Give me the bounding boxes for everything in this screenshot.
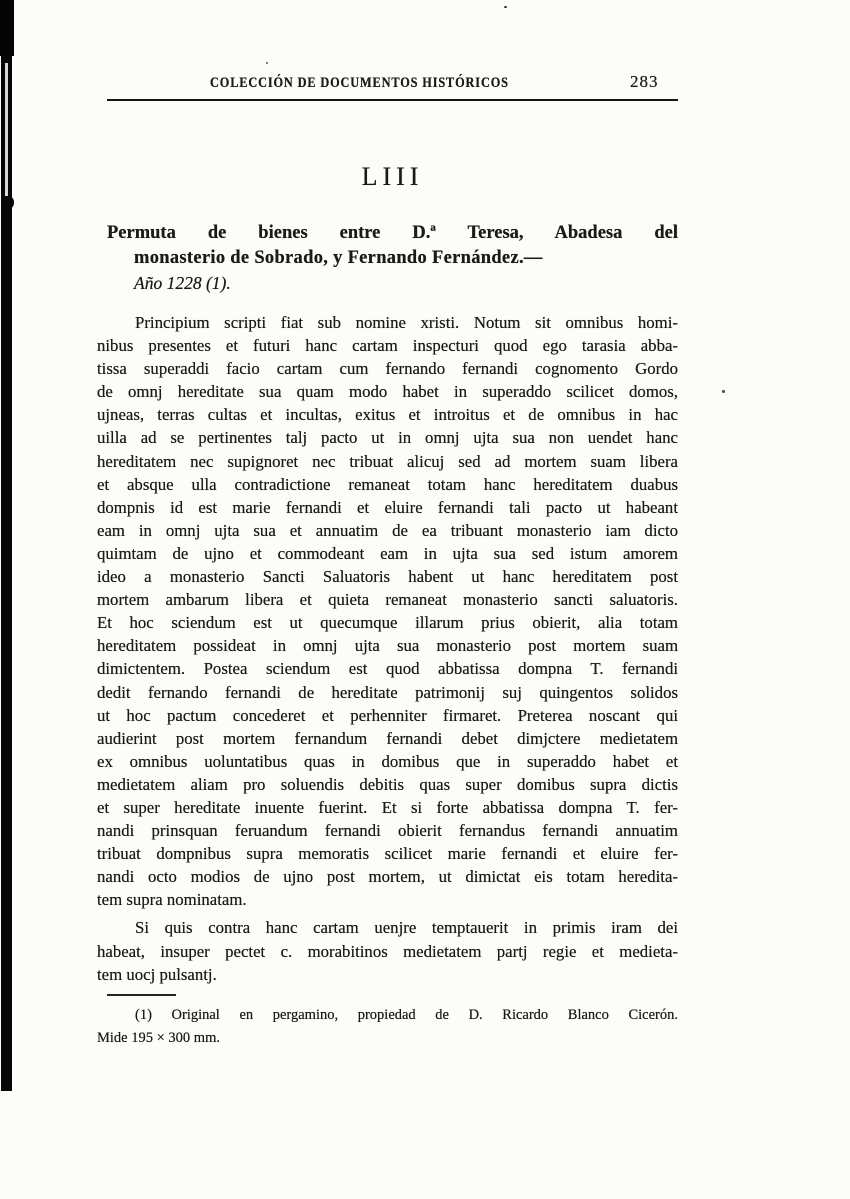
- text-line: tribuat dompnibus supra memoratis scilicet marie fernandi et eluire fer-: [97, 844, 678, 864]
- scan-speck: [504, 6, 507, 8]
- text-line: tem supra nominatam.: [97, 890, 247, 910]
- text-line: ut hoc pactum concederet et perhenniter firmaret. Preterea noscant qui: [97, 705, 678, 725]
- text-line: Si quis contra hanc cartam uenjre temptauerit in primis iram dei: [135, 918, 678, 938]
- body-paragraph-2: [97, 916, 678, 985]
- text-line: quimtam de ujno et commodeant eam in ujta sua sed istum amorem: [97, 543, 678, 563]
- text-line: tissa superaddi facio cartam cum fernando fernandi cognomento Gordo: [97, 359, 678, 379]
- text-line: ujneas, terras cultas et incultas, exitus et introitus et de omnibus in hac: [97, 405, 678, 425]
- text-line: nibus presentes et futuri hanc cartam inspecturi quod ego tarasia abba-: [97, 336, 678, 356]
- text-line: Et hoc sciendum est ut quecumque illarum prius obierit, alia totam: [97, 613, 678, 633]
- text-line: tem uocj pulsantj.: [97, 964, 217, 984]
- text-line: Principium scripti fiat sub nomine xristi. Notum sit omnibus homi-: [135, 313, 678, 332]
- text-line: nandi prinsquan feruandum fernandi obierit fernandus fernandi annuatim: [97, 821, 678, 841]
- text-line: dompnis id est marie fernandi et eluire fernandi tali pacto ut habeant: [97, 497, 678, 517]
- document-title-year: Año 1228 (1).: [134, 273, 231, 293]
- scan-speck: [722, 390, 725, 393]
- text-line: hereditatem possideat in omnj ujta sua monasterio post mortem suam: [97, 636, 678, 656]
- text-line: mortem ambarum libera et quieta remaneat monasterio sancti saluatoris.: [97, 590, 678, 610]
- binding-shadow-sliver: [5, 63, 8, 197]
- footnote-paragraph: [97, 1004, 678, 1049]
- section-number-heading: LIII: [361, 162, 424, 191]
- binding-shadow-bump: [1, 196, 14, 209]
- document-title: [107, 221, 678, 296]
- text-line: medietatem aliam pro soluendis debitis quas super domibus supra dictis: [97, 774, 678, 794]
- text-line: audierint post mortem fernandum fernandi debet dimjctere medietatem: [97, 728, 678, 748]
- body-paragraph-1: [97, 311, 678, 911]
- text-line: et super hereditate inuente fuerint. Et si forte abbatissa dompna T. fer-: [97, 797, 678, 817]
- text-line: de omnj hereditate sua quam modo habet in superaddo scilicet domos,: [97, 382, 678, 402]
- document-body: [97, 311, 678, 986]
- text-line: Mide 195 × 300 mm.: [97, 1029, 220, 1046]
- text-line: eam in omnj ujta sua et annuatim de ea tribuant monasterio iam dicto: [97, 520, 678, 540]
- binding-shadow-cap: [0, 0, 14, 56]
- footnote: [97, 1004, 678, 1049]
- header-rule: [107, 99, 678, 101]
- running-header-title: COLECCIÓN DE DOCUMENTOS HISTÓRICOS: [210, 75, 509, 91]
- text-line: nandi octo modios de ujno post mortem, ut dimictat eis totam heredita-: [97, 867, 678, 887]
- text-line: hereditatem nec supignoret nec tribuat alicuj sed ad mortem suam libera: [97, 451, 678, 471]
- text-line: (1) Original en pergamino, propiedad de D. Ricardo Blanco Cicerón.: [135, 1007, 678, 1023]
- footnote-separator-rule: [107, 994, 176, 996]
- scan-speck: [266, 62, 268, 64]
- text-line: dedit fernando fernandi de hereditate patrimonij suj quingentos solidos: [97, 682, 678, 702]
- page-number: 283: [630, 72, 659, 91]
- text-line: habeat, insuper pectet c. morabitinos medietatem partj regie et medieta-: [97, 941, 678, 961]
- text-line: ex omnibus uoluntatibus quas in domibus que in superaddo habet et: [97, 751, 678, 771]
- text-line: dimictentem. Postea sciendum est quod abbatissa dompna T. fernandi: [97, 659, 678, 679]
- document-title-line-1: Permuta de bienes entre D.ª Teresa, Abadesa del: [107, 223, 678, 243]
- document-title-line-2: monasterio de Sobrado, y Fernando Fernández.—: [134, 248, 543, 268]
- text-line: ideo a monasterio Sancti Saluatoris habent ut hanc hereditatem post: [97, 567, 678, 587]
- text-line: uilla ad se pertinentes talj pacto ut in omnj ujta sua non uendet hanc: [97, 428, 678, 448]
- text-line: et absque ulla contradictione remaneat totam hanc hereditatem duabus: [97, 474, 678, 494]
